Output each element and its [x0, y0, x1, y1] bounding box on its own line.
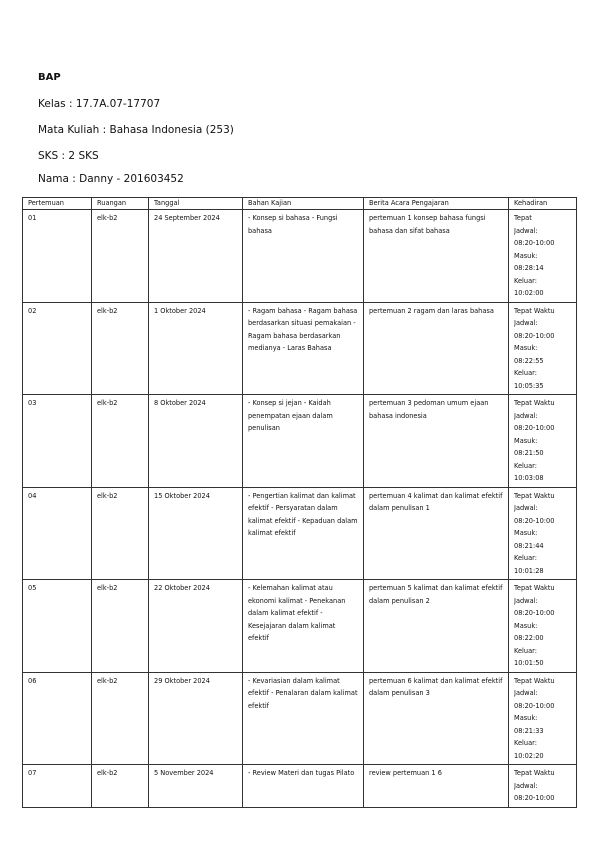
cell-tanggal: 22 Oktober 2024	[149, 580, 243, 673]
kehadiran-keluar-value: 10:05:35	[514, 381, 544, 390]
kelas-line: Kelas : 17.7A.07-17707	[38, 98, 161, 110]
cell-bahan-kajian: - Review Materi dan tugas Pilato	[243, 765, 364, 808]
kehadiran-masuk-label: Masuk:	[514, 436, 538, 445]
cell-berita-acara: pertemuan 5 kalimat dan kalimat efektif dalam penulisan 2	[364, 580, 509, 673]
column-header-berita-acara: Berita Acara Pengajaran	[364, 198, 509, 210]
cell-kehadiran	[509, 580, 577, 673]
kehadiran-masuk-label: Masuk:	[514, 714, 538, 722]
kehadiran-jadwal-label: Jadwal:	[514, 319, 538, 327]
kehadiran-status: Tepat Waktu	[514, 769, 555, 777]
cell-bahan-kajian: - Kevariasian dalam kalimat efektif - Penalaran dalam kalimat efektif	[243, 672, 364, 765]
cell-ruangan: elk-b2	[92, 765, 149, 808]
kehadiran-jadwal-value: 08:20-10:00	[514, 701, 555, 710]
kehadiran-jadwal-value: 08:20-10:00	[514, 794, 555, 802]
kehadiran-jadwal-value: 08:20-10:00	[514, 424, 555, 432]
kehadiran-jadwal-label: Jadwal:	[514, 226, 538, 235]
cell-berita-acara: pertemuan 2 ragam dan laras bahasa	[364, 302, 509, 395]
kehadiran-jadwal-value: 08:20-10:00	[514, 609, 555, 617]
nama-line: Nama : Danny - 201603452	[38, 173, 184, 185]
cell-pertemuan: 05	[23, 580, 92, 673]
cell-ruangan: elk-b2	[92, 487, 149, 580]
table-row	[23, 672, 577, 765]
kehadiran-jadwal-value: 08:20-10:00	[514, 516, 555, 525]
cell-kehadiran	[509, 302, 577, 395]
cell-tanggal: 15 Oktober 2024	[149, 487, 243, 580]
sks-line: SKS : 2 SKS	[38, 150, 99, 162]
kehadiran-keluar-label: Keluar:	[514, 369, 537, 377]
kehadiran-masuk-value: 08:21:44	[514, 541, 544, 550]
cell-kehadiran	[509, 210, 577, 303]
kehadiran-jadwal-label: Jadwal:	[514, 781, 538, 790]
table-row	[23, 580, 577, 673]
table-row	[23, 765, 577, 808]
kehadiran-keluar-value: 10:01:50	[514, 659, 544, 667]
cell-tanggal: 8 Oktober 2024	[149, 395, 243, 488]
kehadiran-keluar-value: 10:02:00	[514, 289, 544, 297]
cell-kehadiran	[509, 672, 577, 765]
cell-pertemuan: 01	[23, 210, 92, 303]
cell-tanggal: 29 Oktober 2024	[149, 672, 243, 765]
kehadiran-keluar-label: Keluar:	[514, 646, 537, 655]
kehadiran-jadwal-label: Jadwal:	[514, 596, 538, 605]
kehadiran-masuk-label: Masuk:	[514, 251, 538, 260]
document-title: BAP	[38, 72, 61, 83]
kehadiran-jadwal-label: Jadwal:	[514, 504, 538, 512]
kehadiran-jadwal-label: Jadwal:	[514, 689, 538, 697]
cell-berita-acara: review pertemuan 1 6	[364, 765, 509, 808]
cell-berita-acara: pertemuan 6 kalimat dan kalimat efektif dalam penulisan 3	[364, 672, 509, 765]
kehadiran-masuk-value: 08:21:50	[514, 449, 544, 457]
cell-ruangan: elk-b2	[92, 580, 149, 673]
cell-tanggal: 5 November 2024	[149, 765, 243, 808]
column-header-kehadiran: Kehadiran	[509, 198, 577, 210]
cell-kehadiran	[509, 765, 577, 808]
kehadiran-status: Tepat	[514, 214, 532, 222]
kehadiran-masuk-value: 08:28:14	[514, 264, 544, 272]
cell-ruangan: elk-b2	[92, 395, 149, 488]
cell-kehadiran	[509, 395, 577, 488]
cell-ruangan: elk-b2	[92, 210, 149, 303]
cell-ruangan: elk-b2	[92, 302, 149, 395]
cell-pertemuan: 07	[23, 765, 92, 808]
cell-bahan-kajian: - Konsep si bahasa - Fungsi bahasa	[243, 210, 364, 303]
bap-table	[22, 197, 577, 808]
cell-tanggal: 1 Oktober 2024	[149, 302, 243, 395]
kehadiran-keluar-label: Keluar:	[514, 276, 537, 285]
table-row	[23, 210, 577, 303]
table-row	[23, 487, 577, 580]
cell-berita-acara: pertemuan 1 konsep bahasa fungsi bahasa dan sifat bahasa	[364, 210, 509, 303]
kehadiran-keluar-label: Keluar:	[514, 739, 537, 747]
cell-pertemuan: 06	[23, 672, 92, 765]
table-row	[23, 302, 577, 395]
kehadiran-status: Tepat Waktu	[514, 399, 555, 407]
kehadiran-masuk-label: Masuk:	[514, 344, 538, 352]
table-row	[23, 395, 577, 488]
kehadiran-masuk-label: Masuk:	[514, 621, 538, 630]
cell-pertemuan: 02	[23, 302, 92, 395]
column-header-ruangan: Ruangan	[92, 198, 149, 210]
mata-kuliah-line: Mata Kuliah : Bahasa Indonesia (253)	[38, 124, 234, 136]
kehadiran-keluar-value: 10:03:08	[514, 474, 544, 482]
kehadiran-masuk-value: 08:21:33	[514, 726, 544, 735]
kehadiran-masuk-value: 08:22:55	[514, 356, 544, 365]
kehadiran-masuk-label: Masuk:	[514, 529, 538, 537]
column-header-tanggal: Tanggal	[149, 198, 243, 210]
cell-ruangan: elk-b2	[92, 672, 149, 765]
cell-kehadiran	[509, 487, 577, 580]
kehadiran-masuk-value: 08:22:00	[514, 634, 544, 642]
kehadiran-keluar-label: Keluar:	[514, 554, 537, 562]
kehadiran-keluar-label: Keluar:	[514, 461, 537, 470]
kehadiran-keluar-value: 10:01:28	[514, 566, 544, 575]
cell-bahan-kajian: - Konsep si jejan - Kaidah penempatan ejaan dalam penulisan	[243, 395, 364, 488]
table-header-row	[23, 198, 577, 210]
cell-bahan-kajian: - Kelemahan kalimat atau ekonomi kalimat - Penekanan dalam kalimat efektif - Kesejajaran dalam kalimat efektif	[243, 580, 364, 673]
column-header-bahan-kajian: Bahan Kajian	[243, 198, 364, 210]
kehadiran-jadwal-value: 08:20-10:00	[514, 239, 555, 247]
cell-berita-acara: pertemuan 4 kalimat dan kalimat efektif dalam penulisan 1	[364, 487, 509, 580]
kehadiran-status: Tepat Waktu	[514, 584, 555, 592]
column-header-pertemuan: Pertemuan	[23, 198, 92, 210]
cell-tanggal: 24 September 2024	[149, 210, 243, 303]
kehadiran-jadwal-label: Jadwal:	[514, 411, 538, 420]
cell-pertemuan: 04	[23, 487, 92, 580]
kehadiran-keluar-value: 10:02:20	[514, 751, 544, 760]
kehadiran-status: Tepat Waktu	[514, 676, 555, 685]
cell-bahan-kajian: - Ragam bahasa - Ragam bahasa berdasarkan situasi pemakaian - Ragam bahasa berdasarkan medianya - Laras Bahasa	[243, 302, 364, 395]
kehadiran-jadwal-value: 08:20-10:00	[514, 331, 555, 340]
kehadiran-status: Tepat Waktu	[514, 491, 555, 500]
cell-pertemuan: 03	[23, 395, 92, 488]
kehadiran-status: Tepat Waktu	[514, 306, 555, 315]
cell-berita-acara: pertemuan 3 pedoman umum ejaan bahasa indonesia	[364, 395, 509, 488]
cell-bahan-kajian: - Pengertian kalimat dan kalimat efektif - Persyaratan dalam kalimat efektif - Kepaduan dalam kalimat efektif	[243, 487, 364, 580]
